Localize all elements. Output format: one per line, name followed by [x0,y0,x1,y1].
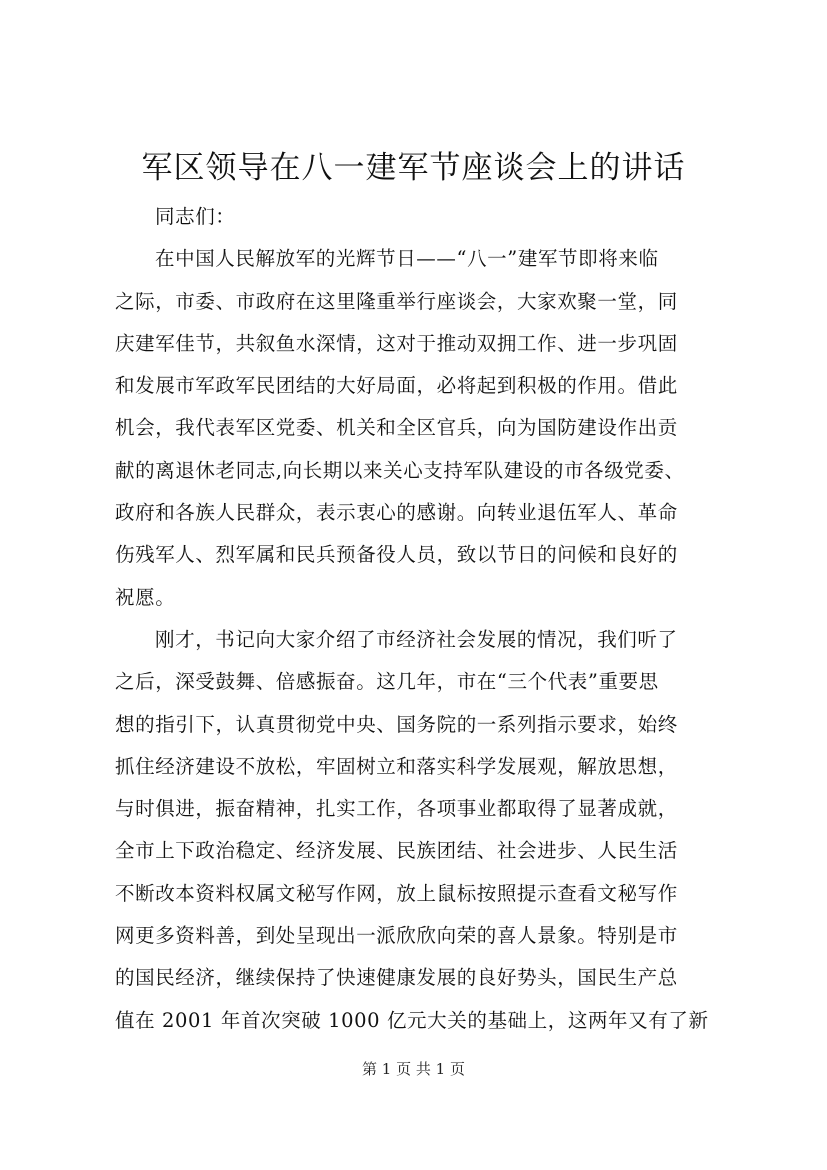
paragraph-line: 网更多资料善，到处呈现出一派欣欣向荣的喜人景象。特别是市 [115,924,678,948]
paragraph-line: 之后，深受鼓舞、倍感振奋。这几年，市在“三个代表”重要思 [115,670,659,694]
document-title: 军区领导在八一建军节座谈会上的讲话 [141,150,686,186]
paragraph-line: 刚才，书记向大家介绍了市经济社会发展的情况，我们听了 [155,627,678,651]
paragraph-line: 祝愿。 [115,585,176,609]
paragraph-line: 和发展市军政军民团结的大好局面，必将起到积极的作用。借此 [115,374,678,398]
paragraph-line: 不断改本资料权属文秘写作网，放上鼠标按照提示查看文秘写作 [115,881,678,905]
document-body [115,196,715,1042]
paragraph-line: 庆建军佳节，共叙鱼水深情，这对于推动双拥工作、进一步巩固 [115,331,678,355]
paragraph-line: 值在 2001 年首次突破 1000 亿元大关的基础上，这两年又有了新 [115,1008,709,1032]
paragraph-line: 全市上下政治稳定、经济发展、民族团结、社会进步、人民生活 [115,839,678,863]
paragraph-line: 在中国人民解放军的光辉节日——“八一”建军节即将来临 [155,247,659,271]
paragraph-line: 与时俱进，振奋精神，扎实工作，各项事业都取得了显著成就， [115,797,678,821]
greeting-line: 同志们： [155,205,236,228]
paragraph-line: 之际，市委、市政府在这里隆重举行座谈会，大家欢聚一堂，同 [115,289,678,313]
paragraph-line: 想的指引下，认真贯彻党中央、国务院的一系列指示要求，始终 [115,712,678,736]
page-footer: 第 1 页 共 1 页 [362,1060,465,1078]
paragraph-line: 的国民经济，继续保持了快速健康发展的良好势头，国民生产总 [115,966,678,990]
paragraph-line: 献的离退休老同志,向长期以来关心支持军队建设的市各级党委、 [115,458,685,482]
paragraph-line: 机会，我代表军区党委、机关和全区官兵，向为国防建设作出贡 [115,416,678,440]
paragraph-line: 伤残军人、烈军属和民兵预备役人员，致以节日的问候和良好的 [115,543,678,567]
paragraph-line: 政府和各族人民群众，表示衷心的感谢。向转业退伍军人、革命 [115,501,678,525]
paragraph-line: 抓住经济建设不放松，牢固树立和落实科学发展观，解放思想， [115,754,678,778]
